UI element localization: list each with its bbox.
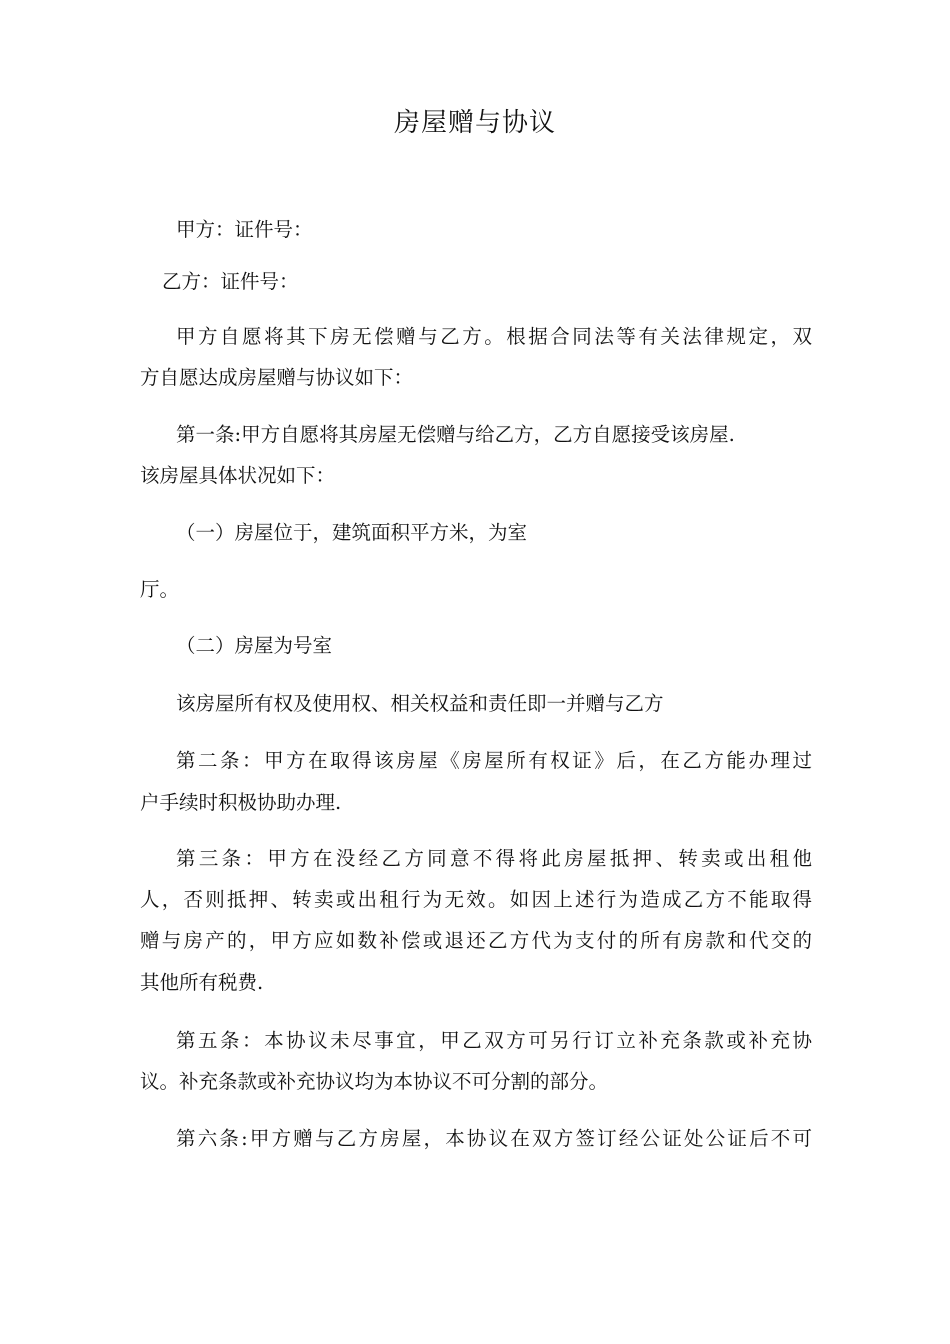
article-3-line-1: 第三条：甲方在没经乙方同意不得将此房屋抵押、转卖或出租他	[176, 847, 812, 870]
item-1-line-2: 厅。	[140, 578, 180, 601]
article-3-line-4: 其他所有税费.	[140, 971, 264, 994]
article-5-line-2: 议。补充条款或补充协议均为本协议不可分割的部分。	[140, 1070, 609, 1093]
article-5-line-1: 第五条：本协议未尽事宜，甲乙双方可另行订立补充条款或补充协	[176, 1029, 812, 1052]
article-3-line-3: 赠与房产的，甲方应如数补偿或退还乙方代为支付的所有房款和代交的	[140, 929, 812, 952]
article-6-line-1: 第六条:甲方赠与乙方房屋，本协议在双方签订经公证处公证后不可	[176, 1127, 812, 1150]
party-a-line: 甲方：证件号：	[176, 218, 313, 241]
preamble-line-2: 方自愿达成房屋赠与协议如下：	[140, 366, 414, 389]
ownership-line: 该房屋所有权及使用权、相关权益和责任即一并赠与乙方	[176, 692, 664, 715]
article-2-line-2: 户手续时积极协助办理.	[140, 791, 342, 814]
document-title: 房屋赠与协议	[393, 108, 556, 138]
article-1-line-2: 该房屋具体状况如下：	[140, 464, 336, 487]
party-b-line: 乙方：证件号：	[162, 270, 299, 293]
item-2-line: （二）房屋为号室	[176, 634, 333, 657]
article-3-line-2: 人，否则抵押、转卖或出租行为无效。如因上述行为造成乙方不能取得	[140, 888, 812, 911]
article-1-line-1: 第一条:甲方自愿将其房屋无偿赠与给乙方，乙方自愿接受该房屋.	[176, 423, 735, 446]
item-1-line-1: （一）房屋位于，建筑面积平方米，为室	[176, 521, 528, 544]
preamble-line-1: 甲方自愿将其下房无偿赠与乙方。根据合同法等有关法律规定，双	[176, 325, 812, 348]
article-2-line-1: 第二条：甲方在取得该房屋《房屋所有权证》后，在乙方能办理过	[176, 749, 812, 772]
